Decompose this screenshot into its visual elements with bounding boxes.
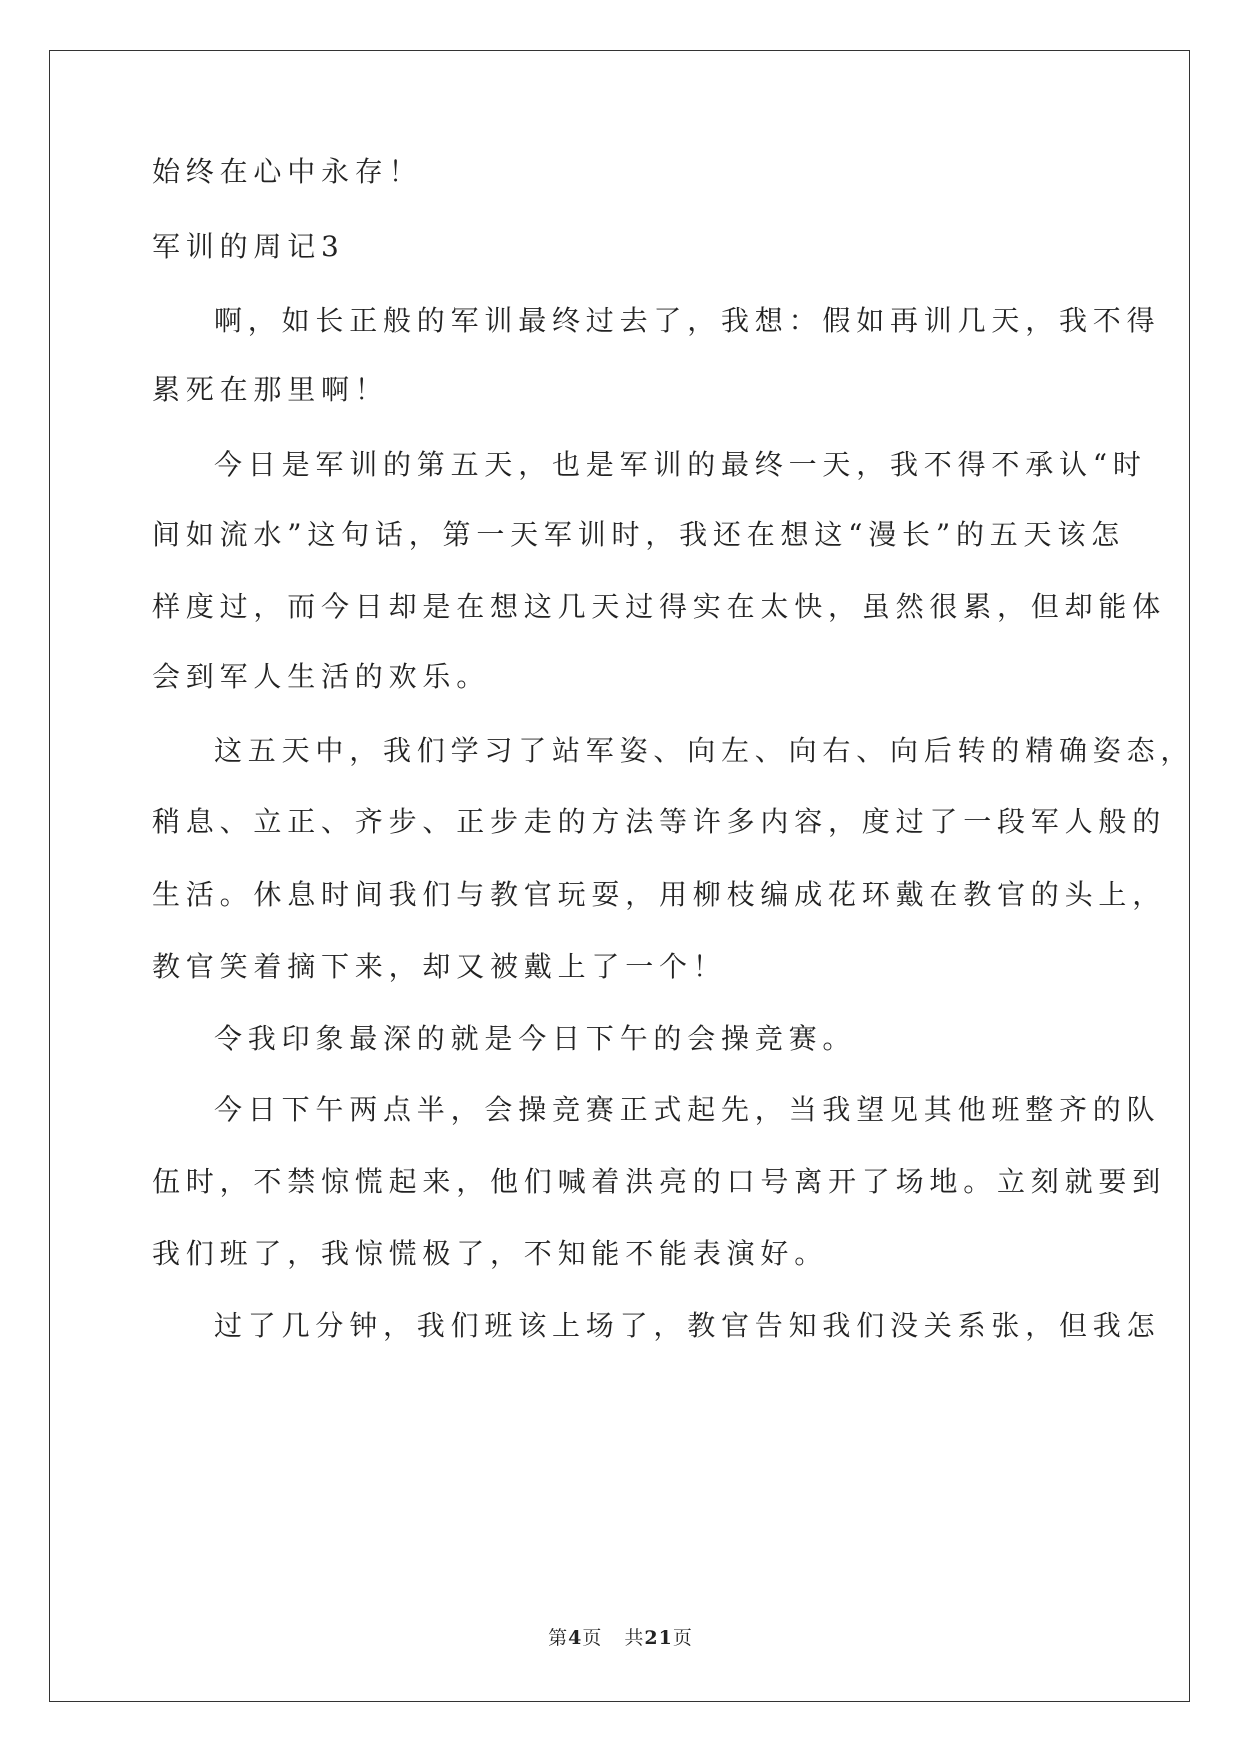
total-suffix: 页: [672, 1627, 693, 1649]
text-line-1: 始终在心中永存！: [152, 155, 423, 188]
text-line-15: 伍时，不禁惊慌起来，他们喊着洪亮的口号离开了场地。立刻就要到: [152, 1165, 1167, 1198]
text-line-11: 生活。休息时间我们与教官玩耍，用柳枝编成花环戴在教官的头上，: [152, 878, 1167, 911]
section-heading: 军训的周记3: [152, 230, 345, 263]
text-line-5: 今日是军训的第五天，也是军训的最终一天，我不得不承认“时: [214, 448, 1147, 481]
text-line-17: 过了几分钟，我们班该上场了，教官告知我们没关系张，但我怎: [214, 1309, 1161, 1342]
text-line-4: 累死在那里啊！: [152, 373, 389, 406]
text-line-8: 会到军人生活的欢乐。: [152, 660, 491, 693]
page-prefix: 第: [548, 1627, 569, 1649]
text-line-7: 样度过，而今日却是在想这几天过得实在太快，虽然很累，但却能体: [152, 590, 1167, 623]
text-line-10: 稍息、立正、齐步、正步走的方法等许多内容，度过了一段军人般的: [152, 805, 1167, 838]
text-line-14: 今日下午两点半，会操竞赛正式起先，当我望见其他班整齐的队: [214, 1093, 1161, 1126]
text-line-9: 这五天中，我们学习了站军姿、向左、向右、向后转的精确姿态，: [214, 734, 1195, 767]
page-footer: [0, 1623, 1241, 1650]
text-line-16: 我们班了，我惊慌极了，不知能不能表演好。: [152, 1237, 829, 1270]
page-border: [49, 50, 1190, 1702]
text-line-13: 令我印象最深的就是今日下午的会操竞赛。: [214, 1022, 857, 1055]
page-number: 4: [568, 1627, 583, 1649]
total-pages: 21: [644, 1627, 673, 1649]
total-prefix: 共: [624, 1627, 645, 1649]
page-suffix: 页: [582, 1627, 603, 1649]
text-line-12: 教官笑着摘下来，却又被戴上了一个！: [152, 950, 727, 983]
text-line-6: 间如流水”这句话，第一天军训时，我还在想这“漫长”的五天该怎: [152, 518, 1125, 551]
text-line-3: 啊，如长正般的军训最终过去了，我想：假如再训几天，我不得: [214, 304, 1161, 337]
